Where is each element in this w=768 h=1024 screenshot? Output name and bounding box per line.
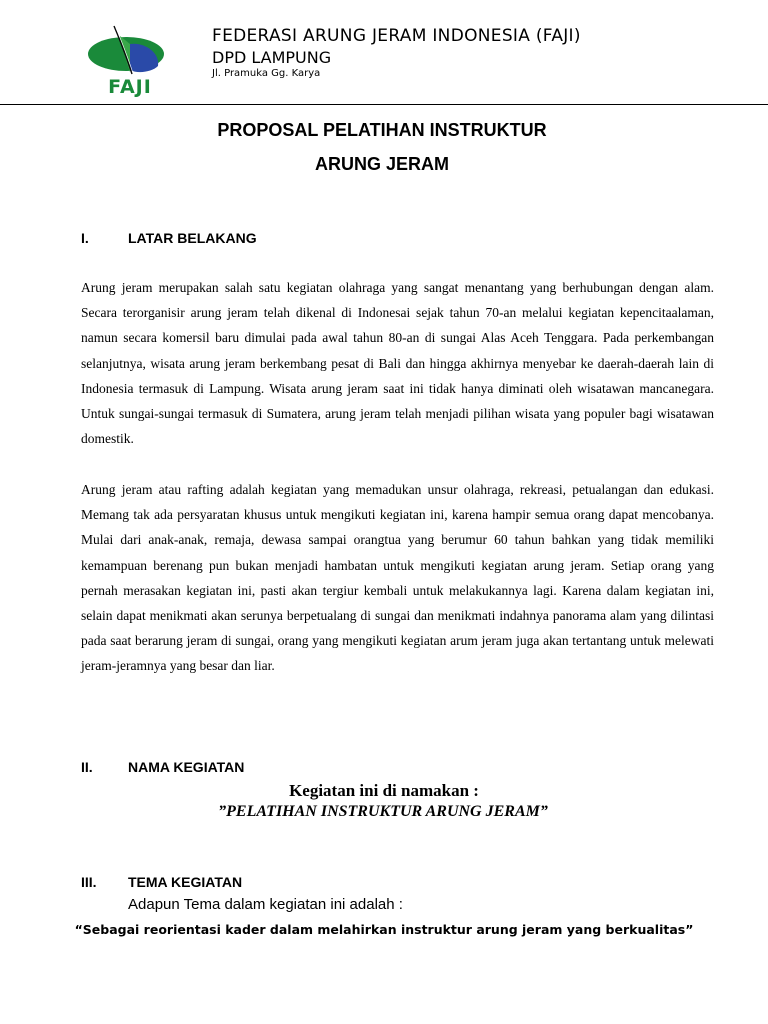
- section-title: NAMA KEGIATAN: [128, 759, 245, 775]
- section-heading-tema-kegiatan: [81, 874, 242, 890]
- logo-wordmark: FAJI: [108, 76, 152, 98]
- letterhead-divider: [0, 104, 768, 105]
- theme-statement: “Sebagai reorientasi kader dalam melahirkan instruktur arung jeram yang berkualitas”: [74, 922, 694, 937]
- paragraph: Arung jeram atau rafting adalah kegiatan yang memadukan unsur olahraga, rekreasi, petualangan dan edukasi. Memang tak ada persyaratan khusus untuk mengikuti kegiatan ini, karena hampir semua orang dapat mencobanya. Mulai dari anak-anak, remaja, dewasa sampai orangtua yang berumur 60 tahun bahkan yang tidak memiliki kemampuan berenang pun bukan menjadi hambatan untuk mengikuti kegiatan arung jeram. Setiap orang yang pernah merasakan kegiatan ini, pasti akan tergiur kembali untuk melakukannya lagi. Karena dalam kegiatan ini, selain dapat menikmati akan serunya berpetualang di sungai dan menikmati indahnya panorama alam yang dilintasi pada saat berarung jeram di sungai, orang yang mengikuti kegiatan arum jeram juga akan tertantang untuk melewati jeram-jeramnya yang besar dan liar.: [81, 482, 714, 674]
- activity-name-intro: Kegiatan ini di namakan :: [289, 781, 479, 800]
- document-title-line-2: ARUNG JERAM: [314, 154, 449, 174]
- section-number: II.: [81, 759, 93, 775]
- letterhead: [0, 0, 768, 108]
- activity-name: ”PELATIHAN INSTRUKTUR ARUNG JERAM”: [218, 803, 548, 820]
- section-heading-latar-belakang: [81, 230, 257, 246]
- section-title: TEMA KEGIATAN: [128, 874, 243, 890]
- section-title: LATAR BELAKANG: [128, 230, 257, 246]
- organization-address: Jl. Pramuka Gg. Karya: [212, 68, 321, 79]
- theme-intro: Adapun Tema dalam kegiatan ini adalah :: [128, 896, 403, 913]
- organization-name: FEDERASI ARUNG JERAM INDONESIA (FAJI): [212, 26, 581, 46]
- section-heading-nama-kegiatan: [81, 759, 244, 775]
- section-number: I.: [81, 230, 89, 246]
- document-title-line-1: PROPOSAL PELATIHAN INSTRUKTUR: [217, 120, 547, 140]
- section-number: III.: [81, 874, 97, 890]
- paragraph: Arung jeram merupakan salah satu kegiatan olahraga yang sangat menantang yang berhubungan dengan alam. Secara terorganisir arung jeram telah dikenal di Indonesai sejak tahun 70-an melalui kegiatan kepencitaalaman, namun secara komersil baru dimulai pada awal tahun 80-an di sungai Alas Aceh Tenggara. Pada perkembangan selanjutnya, wisata arung jeram berkembang pesat di Bali dan hingga akhirnya menyebar ke daerah-daerah lain di Indonesia termasuk di Lampung. Wisata arung jeram saat ini tidak hanya diminati oleh wisatawan mancanegara. Untuk sungai-sungai termasuk di Sumatera, arung jeram telah menjadi pilihan wisata yang populer bagi wisatawan domestik.: [81, 280, 714, 447]
- organization-branch: DPD LAMPUNG: [212, 48, 332, 67]
